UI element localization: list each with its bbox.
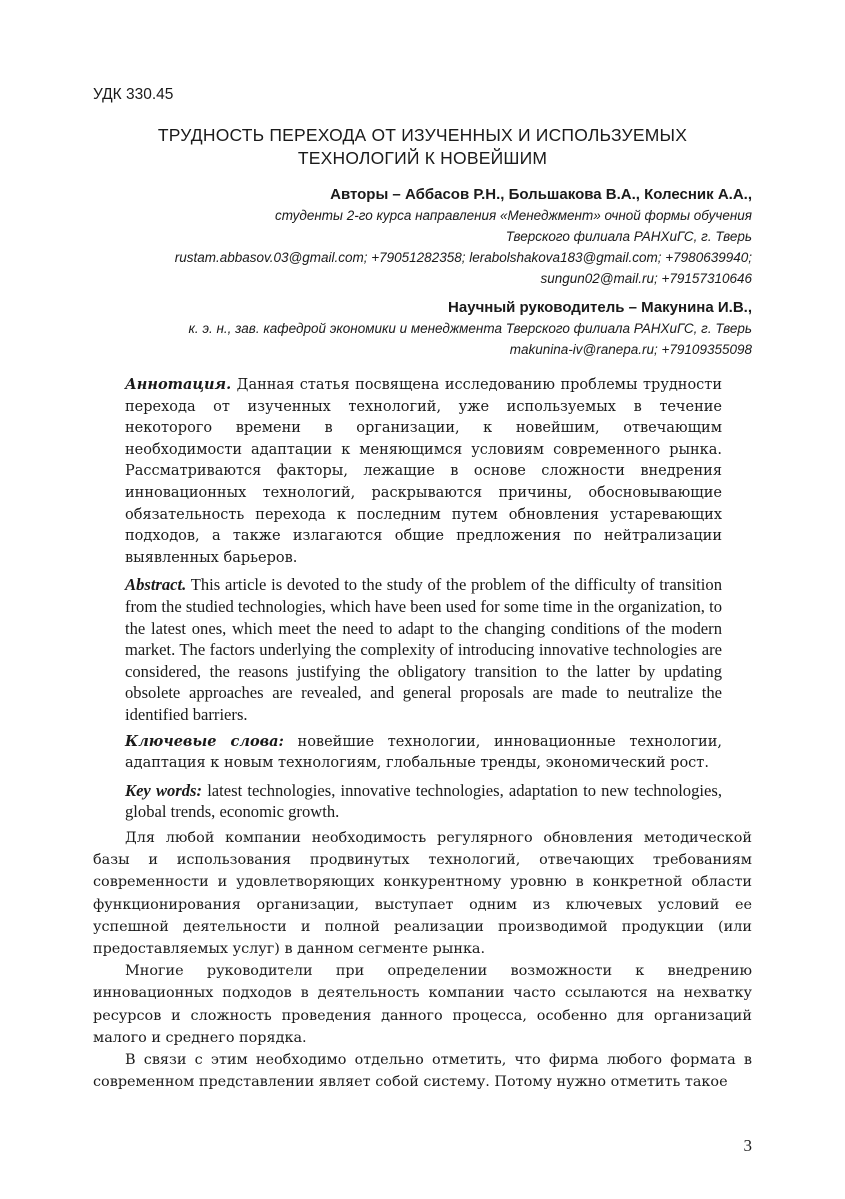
keywords-ru-text: новейшие технологии, инновационные технологии, адаптация к новым технологиям, глобальные тренды, экономический рост. bbox=[125, 733, 722, 772]
abstract-en-text: This article is devoted to the study of the problem of the difficulty of transition from the studied technologies, which have been used for some time in the organization, to the latest ones, which meet the need to adapt to the changing conditions of the modern market. The factors underlying the complexity of introducing innovative technologies are considered, the reasons justifying the obligatory transition to the latter by updating obsolete approaches are revealed, and general proposals are made to neutralize the identified barriers. bbox=[125, 575, 722, 724]
authors-status: студенты 2-го курса направления «Менеджмент» очной формы обучения bbox=[274, 208, 752, 223]
authors-names: Авторы – Аббасов Р.Н., Большакова В.А., Колесник А.А., bbox=[330, 186, 752, 203]
abstract-ru bbox=[125, 374, 722, 569]
body-paragraph-1: Для любой компании необходимость регулярного обновления методической базы и использования продвинутых технологий, отвечающих требованиям современности и удовлетворяющих конкурентному уровню в конкретной области функционирования организации, выступает одним из ключевых условий ее успешной деятельности и полной реализации производимой продукции (или предоставляемых услуг) в данном сегменте рынка. bbox=[93, 830, 752, 958]
supervisor-contacts: makunina-iv@ranepa.ru; +79109355098 bbox=[509, 342, 752, 357]
supervisor-position: к. э. н., зав. кафедрой экономики и менеджмента Тверского филиала РАНХиГС, г. Тверь bbox=[188, 321, 752, 336]
article-title-line-2: ТЕХНОЛОГИЙ К НОВЕЙШИМ bbox=[297, 148, 548, 168]
article-title-line-1: ТРУДНОСТЬ ПЕРЕХОДА ОТ ИЗУЧЕННЫХ И ИСПОЛЬЗУЕМЫХ bbox=[157, 125, 688, 145]
abstract-ru-label: Аннотация. bbox=[125, 376, 232, 393]
keywords-ru-label: Ключевые слова: bbox=[125, 732, 284, 750]
keywords-ru bbox=[125, 731, 722, 775]
abstract-ru-text: Данная статья посвящена исследованию проблемы трудности перехода от изученных технологий, уже используемых в течение некоторого времени в организации, к новейшим, отвечающим необходимости адаптации к меняющимся условиям современного рынка. Рассматриваются факторы, лежащие в основе сложности внедрения инновационных технологий, раскрываются причины, обосновывающие обязательность перехода к последним путем обновления устаревающих подходов, а также излагаются общие предложения по нейтрализации выявленных барьеров. bbox=[125, 377, 722, 566]
abstract-en bbox=[125, 574, 722, 725]
keywords-en bbox=[125, 780, 722, 823]
supervisor-block bbox=[93, 297, 752, 360]
article-body bbox=[93, 827, 752, 1093]
supervisor-name: Научный руководитель – Макунина И.В., bbox=[448, 299, 752, 316]
abstract-section bbox=[125, 374, 722, 828]
udk-code: УДК 330.45 bbox=[93, 86, 174, 103]
authors-affiliation: Тверского филиала РАНХиГС, г. Тверь bbox=[505, 229, 752, 244]
body-paragraph-2: Многие руководители при определении возможности к внедрению инновационных подходов в деятельность компании часто ссылаются на нехватку ресурсов и сложность проведения данного процесса, особенно для организаций малого и среднего порядка. bbox=[93, 963, 752, 1046]
authors-block bbox=[93, 184, 752, 289]
body-paragraph-3: В связи с этим необходимо отдельно отметить, что фирма любого формата в современном представлении являет собой систему. Потому нужно отметить такое bbox=[93, 1052, 752, 1091]
authors-contacts-line-2: sungun02@mail.ru; +79157310646 bbox=[540, 271, 752, 286]
keywords-en-text: latest technologies, innovative technologies, adaptation to new technologies, global trends, economic growth. bbox=[125, 780, 722, 822]
page-number: 3 bbox=[743, 1136, 752, 1155]
authors-contacts-line-1: rustam.abbasov.03@gmail.com; +79051282358; lerabolshakova183@gmail.com; +7980639940; bbox=[174, 250, 752, 265]
article-title bbox=[93, 124, 752, 170]
abstract-en-label: Abstract. bbox=[125, 575, 187, 595]
keywords-en-label: Key words: bbox=[125, 780, 203, 800]
